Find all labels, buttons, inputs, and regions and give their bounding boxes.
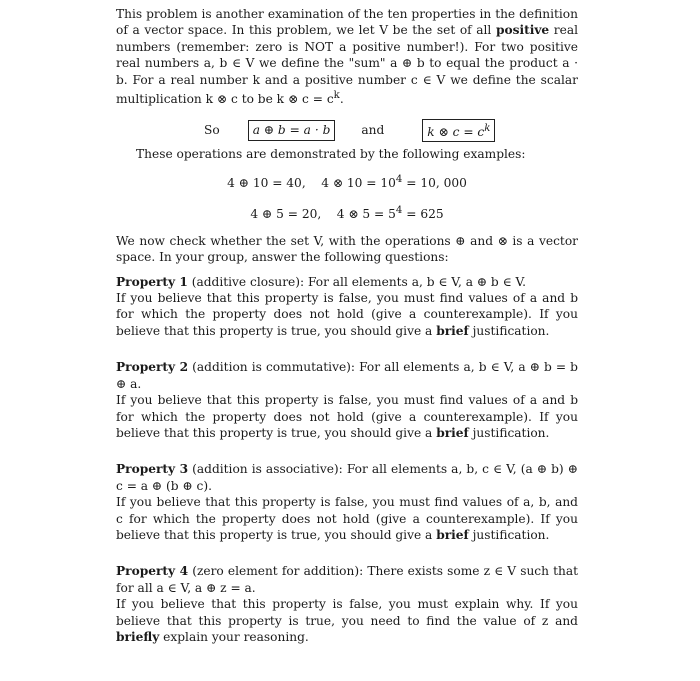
property-2-instr-bold: brief <box>436 425 469 440</box>
property-3-instr-end: justification. <box>468 527 550 542</box>
property-1-statement <box>116 274 578 290</box>
so-label: So <box>204 123 220 138</box>
example-2-sum: 4 ⊕ 5 = 20, <box>250 207 322 222</box>
property-3-statement <box>116 461 578 494</box>
property-1-text: (additive closure): For all elements a, b ∈ V, a ⊕ b ∈ V. <box>187 274 527 289</box>
scalar-definition-box <box>422 119 495 142</box>
property-1-instr-text: If you believe that this property is false, you must find values of a and b for which the property does not hold (give a counterexample). If you believe that this property is true, you should give a <box>116 291 578 338</box>
example-line-2 <box>116 203 578 222</box>
scalar-definition-exponent: k <box>484 122 491 134</box>
property-4-text: (zero element for addition): There exists some z ∈ V such that for all a ∈ V, a ⊕ z = a. <box>116 564 578 595</box>
and-label: and <box>361 123 385 138</box>
demo-intro: These operations are demonstrated by the following examples: <box>136 146 526 161</box>
property-2-text: (addition is commutative): For all elements a, b ∈ V, a ⊕ b = b ⊕ a. <box>116 360 578 391</box>
property-2-statement <box>116 359 578 392</box>
property-3-text: (addition is associative): For all elements a, b, c ∈ V, (a ⊕ b) ⊕ c = a ⊕ (b ⊕ c). <box>116 462 578 493</box>
property-4-instr-end: explain your reasoning. <box>159 629 309 644</box>
example-2-exponent: 4 <box>395 205 403 217</box>
property-2-instructions <box>116 392 578 441</box>
example-1-sum: 4 ⊕ 10 = 40, <box>227 175 306 190</box>
problem-document <box>116 6 578 645</box>
property-2-instr-text: If you believe that this property is false, you must find values of a and b for which the property does not hold (give a counterexample). If you believe that this property is true, you should give a <box>116 393 578 440</box>
example-2-scalar: 4 ⊗ 5 = 5 <box>336 207 396 222</box>
intro-paragraph <box>116 6 578 108</box>
check-paragraph: We now check whether the set V, with the operations ⊕ and ⊗ is a vector space. In your group, answer the following questions: <box>116 233 578 265</box>
property-1-title: Property 1 <box>116 274 188 289</box>
example-line-1 <box>116 172 578 191</box>
property-4-statement <box>116 563 578 596</box>
property-3-instr-text: If you believe that this property is false, you must find values of a, b, and c for which the property does not hold (give a counterexample). If you believe that this property is true, you should give a <box>116 495 578 542</box>
property-1-instructions <box>116 290 578 339</box>
property-1-instr-end: justification. <box>468 323 550 338</box>
example-1-scalar: 4 ⊗ 10 = 10 <box>321 175 396 190</box>
property-3-title: Property 3 <box>116 462 189 477</box>
intro-end: . <box>339 92 344 107</box>
property-4-instr-text: If you believe that this property is false, you must explain why. If you believe that this property is true, you need to find the value of z and <box>116 597 578 628</box>
example-1-exponent: 4 <box>395 173 403 185</box>
property-3-instr-bold: brief <box>436 527 469 542</box>
property-4-title: Property 4 <box>116 564 189 579</box>
property-3-instructions <box>116 494 578 543</box>
property-2-title: Property 2 <box>116 360 189 375</box>
sum-definition-box: a ⊕ b = a · b <box>248 120 336 140</box>
property-4-instr-bold: briefly <box>116 629 160 644</box>
property-2-instr-end: justification. <box>468 425 550 440</box>
intro-bold-positive: positive <box>495 23 550 38</box>
example-1-result: = 10, 000 <box>402 175 467 190</box>
example-2-result: = 625 <box>402 207 444 222</box>
definition-boxes <box>116 120 578 142</box>
scalar-definition-text: k ⊗ c = c <box>427 124 485 139</box>
intro-text-2: real numbers (remember: zero is NOT a positive number!). For two positive real numbers a, b ∈ V we define the "sum" a ⊕ b to equal the product a · b. For a real number k and a positive number c ∈ V we define the scalar multiplication k ⊗ c to be k ⊗ c = c <box>116 23 578 107</box>
intro-text-1: This problem is another examination of the ten properties in the definition of a vector space. In this problem, we let V be the set of all <box>116 7 578 38</box>
property-1-instr-bold: brief <box>436 323 469 338</box>
property-4-instructions <box>116 596 578 645</box>
intro-exponent: k <box>333 90 340 102</box>
